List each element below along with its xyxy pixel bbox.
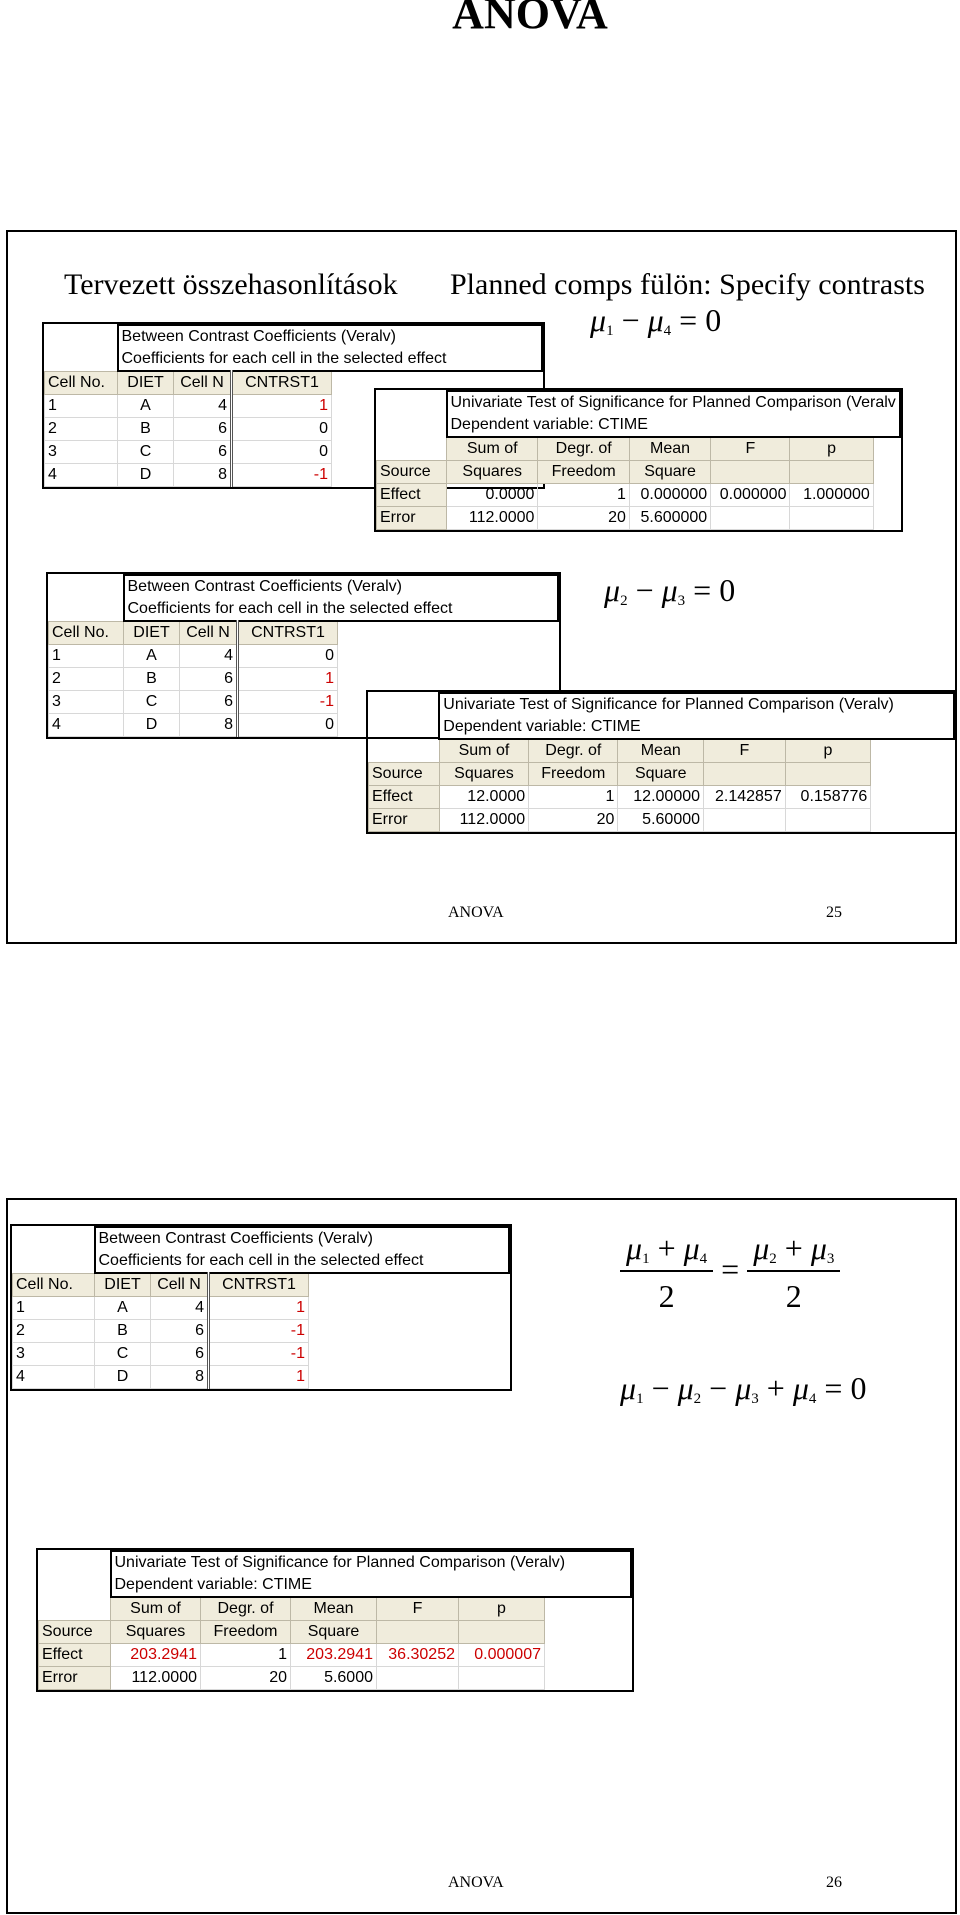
cell-value: 1.000000 bbox=[790, 484, 873, 507]
cell-value: 20 bbox=[529, 809, 618, 832]
cell-value bbox=[790, 507, 873, 530]
coef-table-title: Between Contrast Coefficients (Veralv) bbox=[118, 325, 542, 348]
col-header-p: p bbox=[785, 739, 871, 763]
cell-value: 1 bbox=[529, 786, 618, 809]
cell-value: 20 bbox=[538, 507, 629, 530]
formula-mu1-minus-mu4: $\mu_1 - \mu_4 = 0$ bbox=[590, 302, 722, 339]
cell-value: 0.000000 bbox=[711, 484, 790, 507]
col-header-contrast: CNTRST1 bbox=[232, 371, 332, 395]
col-header-f: F bbox=[377, 1597, 459, 1621]
col-header-cell-no: Cell No. bbox=[49, 621, 124, 645]
col-header-freedom: Freedom bbox=[538, 461, 629, 484]
col-header-source: Source bbox=[369, 763, 440, 786]
cell-value: 36.30252 bbox=[377, 1644, 459, 1667]
cell-cell-n: 6 bbox=[151, 1343, 209, 1366]
col-header-cell-n: Cell N bbox=[180, 621, 238, 645]
test-table-subtitle: Dependent variable: CTIME bbox=[439, 716, 954, 739]
col-header-source: Source bbox=[377, 461, 447, 484]
cell-contrast: 0 bbox=[238, 645, 338, 668]
cell-cell-n: 4 bbox=[174, 395, 232, 418]
cell-value: 112.0000 bbox=[439, 809, 528, 832]
cell-cell-no: 2 bbox=[49, 668, 124, 691]
col-header-mean: Mean bbox=[629, 437, 710, 461]
cell-contrast: 0 bbox=[238, 714, 338, 737]
col-header-cell-n: Cell N bbox=[151, 1273, 209, 1297]
col-header-degr-of: Degr. of bbox=[529, 739, 618, 763]
row-label-effect: Effect bbox=[369, 786, 440, 809]
cell-value: 0.000000 bbox=[629, 484, 710, 507]
cell-value: 203.2941 bbox=[111, 1644, 201, 1667]
col-header-diet: DIET bbox=[124, 621, 180, 645]
cell-cell-n: 8 bbox=[174, 464, 232, 487]
cell-contrast: 0 bbox=[232, 441, 332, 464]
cell-diet: C bbox=[124, 691, 180, 714]
cell-cell-no: 2 bbox=[13, 1320, 95, 1343]
slide-heading-english: Planned comps fülön: Specify contrasts bbox=[450, 268, 925, 301]
cell-contrast: -1 bbox=[209, 1343, 309, 1366]
row-label-error: Error bbox=[377, 507, 447, 530]
planned-comparison-test-table bbox=[38, 1550, 632, 1690]
cell-value bbox=[377, 1667, 459, 1690]
page-number: 26 bbox=[826, 1874, 842, 1891]
col-header-contrast: CNTRST1 bbox=[209, 1273, 309, 1297]
test-table-title: Univariate Test of Significance for Planned Comparison (Veralv) bbox=[111, 1551, 631, 1574]
cell-value bbox=[785, 809, 871, 832]
row-label-error: Error bbox=[369, 809, 440, 832]
table-row bbox=[13, 1297, 509, 1320]
col-header-mean: Mean bbox=[618, 739, 704, 763]
col-header-squares: Squares bbox=[447, 461, 538, 484]
cell-value: 5.6000 bbox=[291, 1667, 377, 1690]
cell-contrast: 1 bbox=[209, 1366, 309, 1389]
cell-cell-no: 4 bbox=[49, 714, 124, 737]
test-table-subtitle: Dependent variable: CTIME bbox=[111, 1574, 631, 1597]
cell-cell-n: 6 bbox=[180, 691, 238, 714]
cell-value: 0.000007 bbox=[459, 1644, 545, 1667]
cell-diet: C bbox=[95, 1343, 151, 1366]
cell-cell-n: 6 bbox=[151, 1320, 209, 1343]
col-header-diet: DIET bbox=[118, 371, 174, 395]
formula-mean-equality: $\frac{\mu_1 + \mu_4}{2}$ = $\frac{\mu_2 + \mu_3}{2}$ bbox=[620, 1230, 840, 1315]
cell-cell-no: 1 bbox=[49, 645, 124, 668]
cell-cell-n: 8 bbox=[151, 1366, 209, 1389]
cell-value: 1 bbox=[538, 484, 629, 507]
cell-cell-n: 6 bbox=[174, 441, 232, 464]
cell-cell-no: 3 bbox=[49, 691, 124, 714]
cell-contrast: 0 bbox=[232, 418, 332, 441]
cell-diet: D bbox=[118, 464, 174, 487]
cell-cell-n: 8 bbox=[180, 714, 238, 737]
cell-cell-n: 4 bbox=[180, 645, 238, 668]
test-table-subtitle: Dependent variable: CTIME bbox=[447, 414, 900, 437]
cell-value: 0.158776 bbox=[785, 786, 871, 809]
col-header-sum-of: Sum of bbox=[439, 739, 528, 763]
cell-value: 112.0000 bbox=[447, 507, 538, 530]
slide-heading-hungarian: Tervezett összehasonlítások bbox=[64, 268, 398, 301]
formula-linear-contrast: $\mu_1 - \mu_2 - \mu_3 + \mu_4 = 0$ bbox=[620, 1370, 867, 1407]
cell-cell-no: 1 bbox=[45, 395, 118, 418]
cell-diet: D bbox=[124, 714, 180, 737]
col-header-sum-of: Sum of bbox=[111, 1597, 201, 1621]
col-header-diet: DIET bbox=[95, 1273, 151, 1297]
table-row-effect bbox=[377, 484, 900, 507]
cell-value bbox=[711, 507, 790, 530]
row-label-error: Error bbox=[39, 1667, 111, 1690]
cell-value: 5.60000 bbox=[618, 809, 704, 832]
cell-cell-no: 3 bbox=[13, 1343, 95, 1366]
cell-contrast: -1 bbox=[232, 464, 332, 487]
table-row bbox=[13, 1320, 509, 1343]
cell-diet: A bbox=[95, 1297, 151, 1320]
page-title: ANOVA bbox=[452, 0, 608, 38]
planned-comparison-test-table bbox=[376, 390, 901, 530]
contrast-coefficients-table bbox=[12, 1226, 510, 1389]
cell-diet: D bbox=[95, 1366, 151, 1389]
coef-table-subtitle: Coefficients for each cell in the selected effect bbox=[95, 1250, 509, 1273]
cell-diet: B bbox=[95, 1320, 151, 1343]
cell-value: 2.142857 bbox=[704, 786, 786, 809]
footer-label: ANOVA bbox=[448, 1874, 504, 1891]
cell-contrast: -1 bbox=[209, 1320, 309, 1343]
table-row bbox=[49, 645, 558, 668]
test-table-title: Univariate Test of Significance for Planned Comparison (Veralv bbox=[447, 391, 900, 414]
cell-diet: B bbox=[124, 668, 180, 691]
table-row bbox=[49, 668, 558, 691]
coef-table-subtitle: Coefficients for each cell in the selected effect bbox=[124, 598, 558, 621]
table-row-effect bbox=[369, 786, 955, 809]
col-header-squares: Squares bbox=[111, 1621, 201, 1644]
col-header-cell-n: Cell N bbox=[174, 371, 232, 395]
cell-value: 20 bbox=[201, 1667, 291, 1690]
cell-value bbox=[704, 809, 786, 832]
table-row-error bbox=[377, 507, 900, 530]
cell-value: 12.0000 bbox=[439, 786, 528, 809]
slide-26 bbox=[6, 1198, 957, 1914]
cell-value: 12.00000 bbox=[618, 786, 704, 809]
col-header-cell-no: Cell No. bbox=[13, 1273, 95, 1297]
cell-value: 203.2941 bbox=[291, 1644, 377, 1667]
col-header-squares: Squares bbox=[439, 763, 528, 786]
col-header-square: Square bbox=[291, 1621, 377, 1644]
cell-diet: A bbox=[124, 645, 180, 668]
table-row-error bbox=[369, 809, 955, 832]
cell-diet: C bbox=[118, 441, 174, 464]
col-header-contrast: CNTRST1 bbox=[238, 621, 338, 645]
cell-cell-n: 6 bbox=[174, 418, 232, 441]
col-header-cell-no: Cell No. bbox=[45, 371, 118, 395]
col-header-freedom: Freedom bbox=[529, 763, 618, 786]
col-header-f: F bbox=[704, 739, 786, 763]
cell-cell-no: 4 bbox=[13, 1366, 95, 1389]
page-number: 25 bbox=[826, 904, 842, 921]
col-header-square: Square bbox=[618, 763, 704, 786]
cell-diet: A bbox=[118, 395, 174, 418]
cell-cell-n: 6 bbox=[180, 668, 238, 691]
col-header-degr-of: Degr. of bbox=[538, 437, 629, 461]
cell-cell-n: 4 bbox=[151, 1297, 209, 1320]
footer-label: ANOVA bbox=[448, 904, 504, 921]
cell-cell-no: 2 bbox=[45, 418, 118, 441]
cell-contrast: 1 bbox=[209, 1297, 309, 1320]
col-header-p: p bbox=[790, 437, 873, 461]
cell-cell-no: 4 bbox=[45, 464, 118, 487]
table-row bbox=[13, 1343, 509, 1366]
cell-value: 0.0000 bbox=[447, 484, 538, 507]
cell-cell-no: 1 bbox=[13, 1297, 95, 1320]
planned-comparison-test-table bbox=[368, 692, 955, 832]
cell-cell-no: 3 bbox=[45, 441, 118, 464]
cell-value: 1 bbox=[201, 1644, 291, 1667]
cell-value bbox=[459, 1667, 545, 1690]
formula-mu2-minus-mu3: $\mu_2 - \mu_3 = 0$ bbox=[604, 572, 736, 609]
slide-25 bbox=[6, 230, 957, 944]
col-header-source: Source bbox=[39, 1621, 111, 1644]
test-table-title: Univariate Test of Significance for Planned Comparison (Veralv) bbox=[439, 693, 954, 716]
col-header-mean: Mean bbox=[291, 1597, 377, 1621]
col-header-f: F bbox=[711, 437, 790, 461]
table-row-error bbox=[39, 1667, 631, 1690]
coef-table-title: Between Contrast Coefficients (Veralv) bbox=[124, 575, 558, 598]
col-header-freedom: Freedom bbox=[201, 1621, 291, 1644]
cell-contrast: 1 bbox=[232, 395, 332, 418]
table-row-effect bbox=[39, 1644, 631, 1667]
cell-contrast: -1 bbox=[238, 691, 338, 714]
cell-contrast: 1 bbox=[238, 668, 338, 691]
coef-table-title: Between Contrast Coefficients (Veralv) bbox=[95, 1227, 509, 1250]
coef-table-subtitle: Coefficients for each cell in the selected effect bbox=[118, 348, 542, 371]
row-label-effect: Effect bbox=[39, 1644, 111, 1667]
col-header-degr-of: Degr. of bbox=[201, 1597, 291, 1621]
col-header-sum-of: Sum of bbox=[447, 437, 538, 461]
cell-value: 112.0000 bbox=[111, 1667, 201, 1690]
table-row bbox=[13, 1366, 509, 1389]
col-header-p: p bbox=[459, 1597, 545, 1621]
cell-diet: B bbox=[118, 418, 174, 441]
col-header-square: Square bbox=[629, 461, 710, 484]
cell-value: 5.600000 bbox=[629, 507, 710, 530]
row-label-effect: Effect bbox=[377, 484, 447, 507]
